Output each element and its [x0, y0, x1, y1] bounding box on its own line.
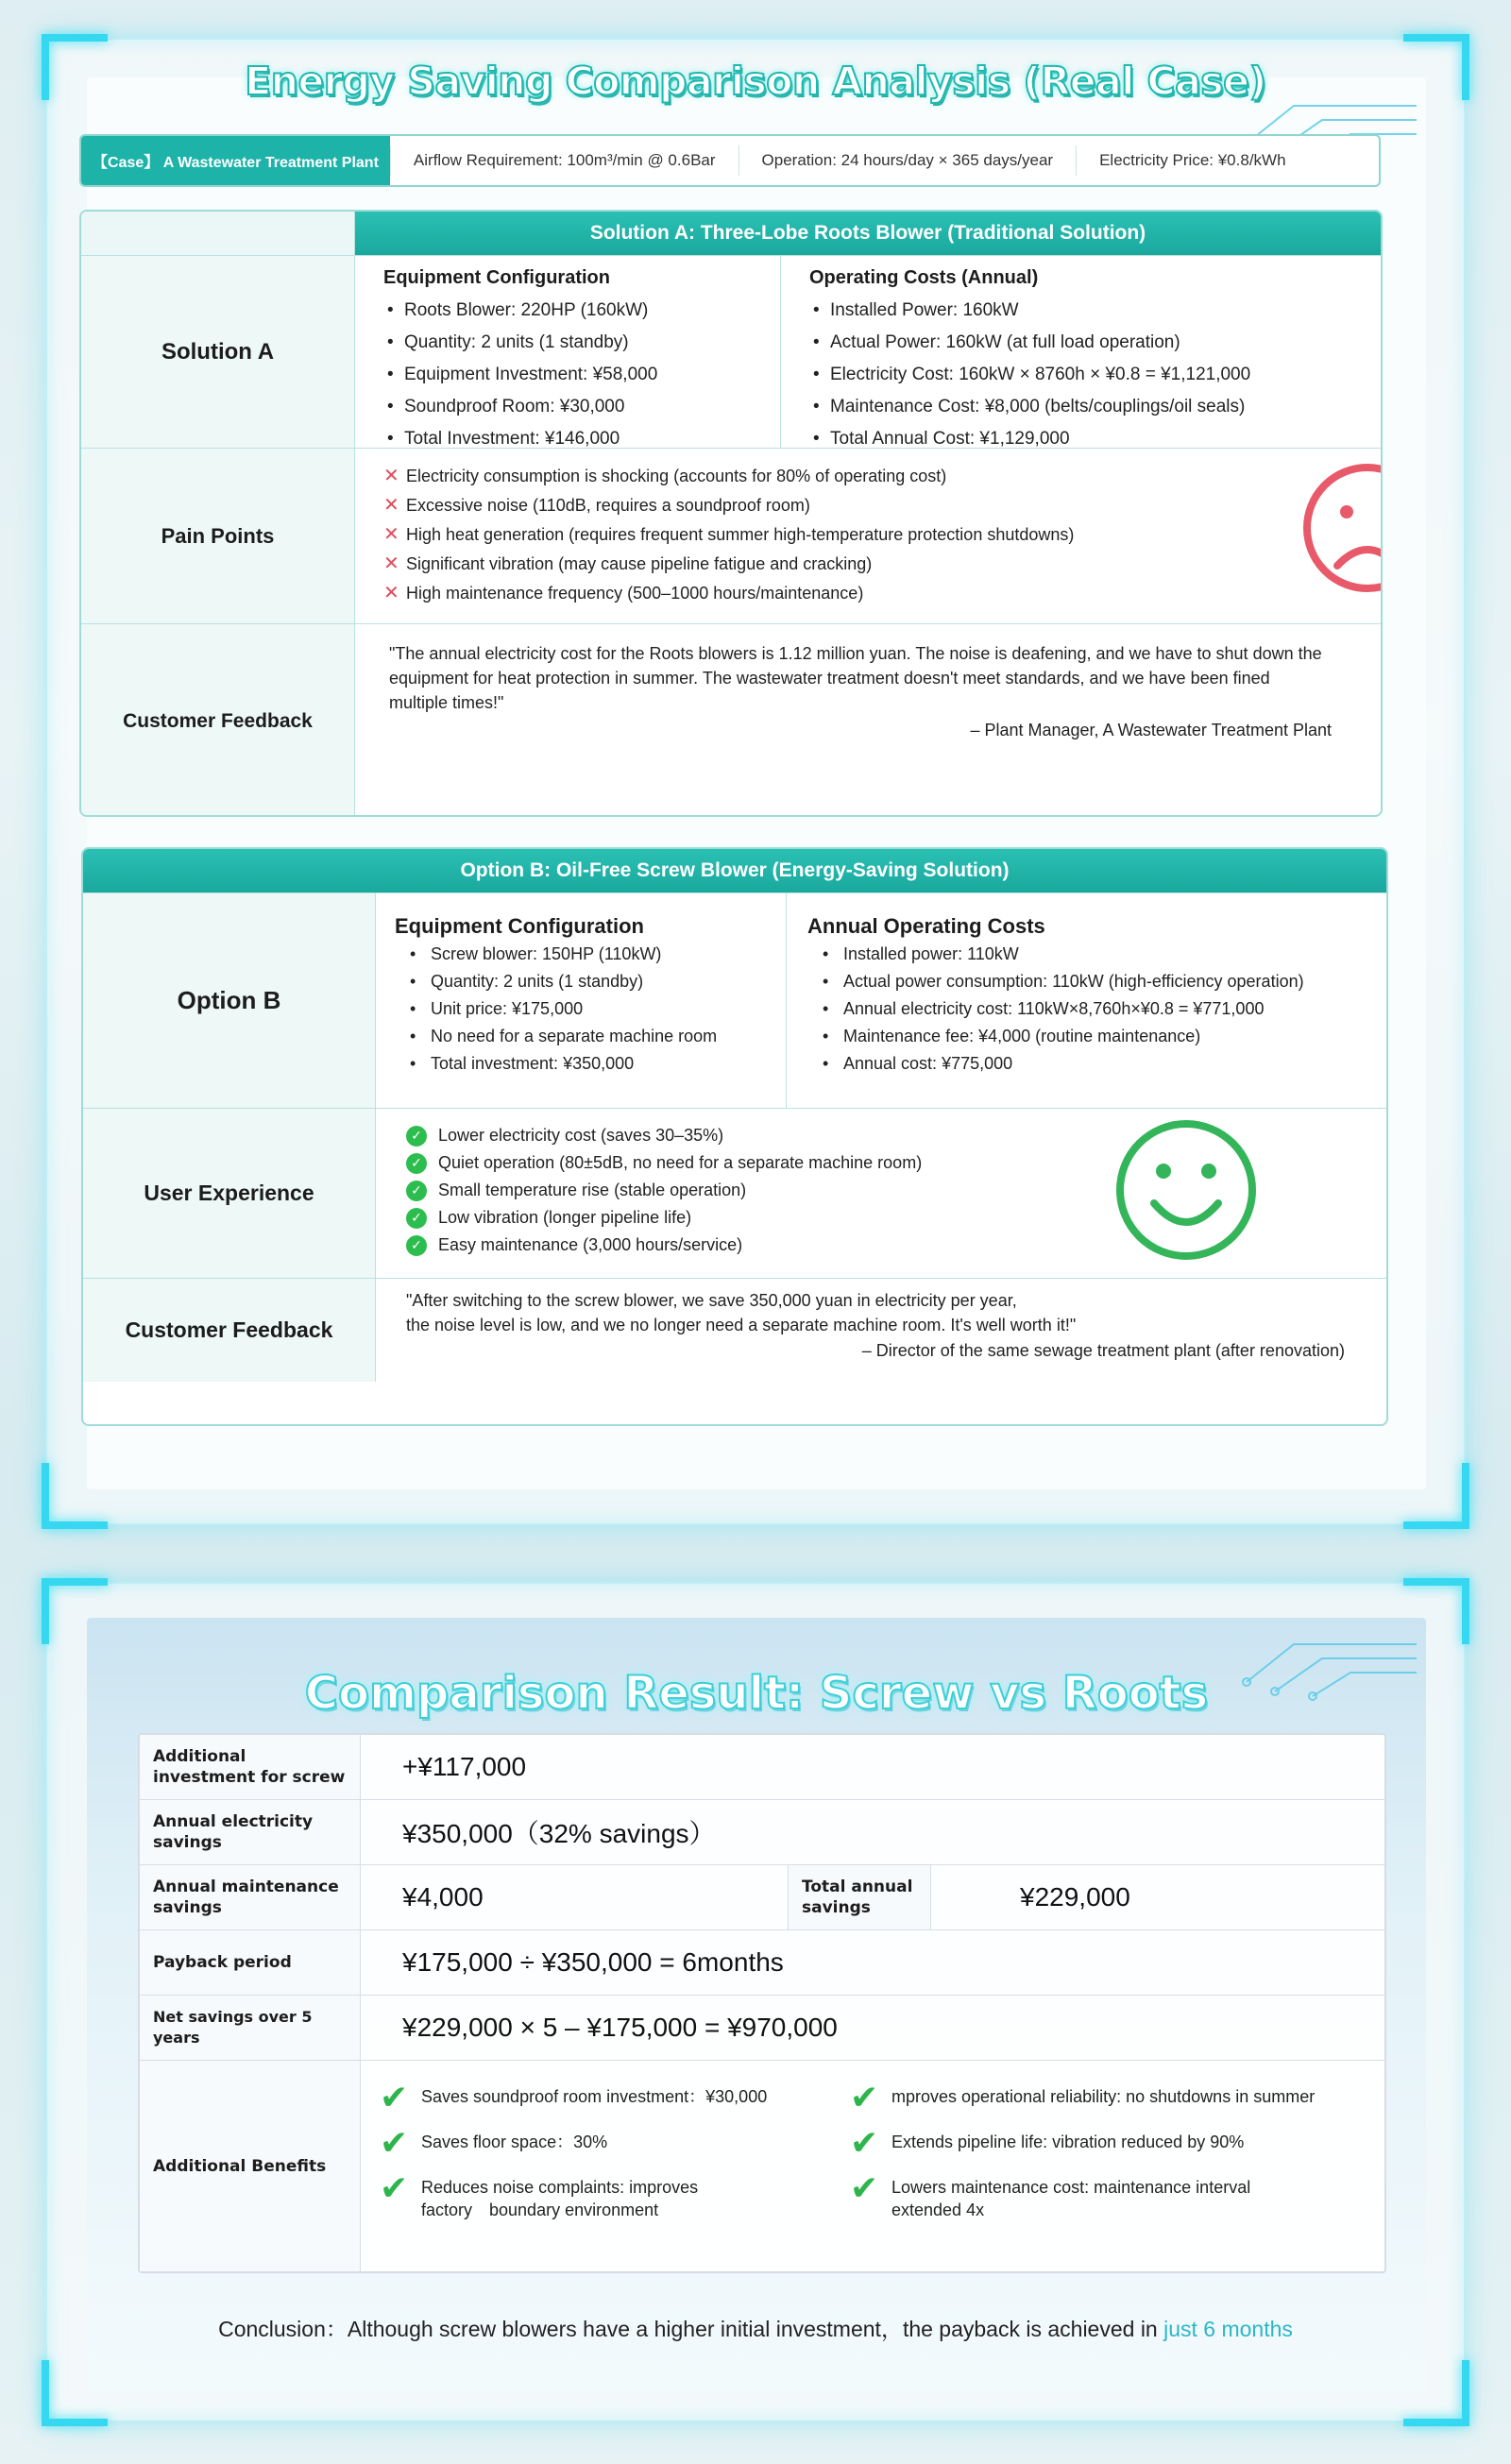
table-row: [140, 1930, 1384, 1996]
list-item: • Installed power: 110kW: [807, 941, 1386, 968]
page-title: Energy Saving Comparison Analysis (Real Case): [245, 59, 1266, 104]
list-item: • Roots Blower: 220HP (160kW): [383, 295, 752, 327]
cell-value: ¥175,000 ÷ ¥350,000 = 6months: [402, 1947, 784, 1977]
list-item: • Total Annual Cost: ¥1,129,000: [809, 423, 1352, 455]
solution-b-label: Option B: [83, 893, 376, 1108]
operating-costs-list: [807, 941, 1386, 1078]
cell-value: ¥350,000（32% savings）: [402, 1819, 716, 1848]
cross-icon: ✕: [383, 583, 399, 603]
table-row: [140, 1735, 1384, 1800]
case-airflow: Airflow Requirement: 100m³/min @ 0.6Bar: [390, 145, 739, 175]
benefits-right-list: [850, 2078, 1379, 2242]
comparison-table: [138, 1733, 1386, 2273]
list-item: ✓ Easy maintenance (3,000 hours/service): [406, 1232, 1386, 1259]
list-item: • Soundproof Room: ¥30,000: [383, 391, 752, 423]
benefits-left-list: [380, 2078, 833, 2242]
cross-icon: ✕: [383, 524, 399, 545]
operating-costs-list: [809, 295, 1352, 455]
list-item: ✕ Significant vibration (may cause pipeline fatigue and cracking): [383, 550, 1381, 579]
check-circle-icon: ✓: [406, 1235, 427, 1256]
solution-b-table: [81, 847, 1388, 1426]
check-circle-icon: ✓: [406, 1208, 427, 1229]
check-icon: ✔: [380, 2078, 409, 2116]
comparison-title: Comparison Result: Screw vs Roots: [304, 1667, 1209, 1720]
check-icon: ✔: [850, 2123, 879, 2162]
check-icon: ✔: [850, 2168, 879, 2207]
cell-value: +¥117,000: [402, 1752, 527, 1781]
table-row: [140, 2061, 1384, 2271]
solution-a-table: [79, 210, 1383, 817]
equipment-config-title: Equipment Configuration: [395, 914, 644, 938]
check-circle-icon: ✓: [406, 1181, 427, 1201]
pain-points-list: [383, 462, 1381, 608]
cell-label: Additional Benefits: [140, 2061, 361, 2271]
list-item: • No need for a separate machine room: [395, 1023, 786, 1050]
list-item: • Quantity: 2 units (1 standby): [383, 327, 752, 359]
happy-face-icon: [1112, 1116, 1260, 1264]
sad-face-icon: [1299, 460, 1383, 596]
list-item: ✔ mproves operational reliability: no shutdowns in summer: [850, 2078, 1316, 2116]
cross-icon: ✕: [383, 495, 399, 516]
list-item: ✔ Lowers maintenance cost: maintenance interval extended 4x: [850, 2168, 1251, 2219]
user-experience-label: User Experience: [83, 1109, 376, 1278]
cross-icon: ✕: [383, 466, 399, 486]
list-item: • Equipment Investment: ¥58,000: [383, 359, 752, 391]
list-item: ✔ Extends pipeline life: vibration reduced by 90%: [850, 2123, 1245, 2162]
list-item: • Annual cost: ¥775,000: [807, 1050, 1386, 1078]
cell-label: Payback period: [140, 1930, 361, 1995]
cell-label: Total annual savings: [788, 1865, 931, 1929]
customer-feedback-label: Customer Feedback: [83, 1279, 376, 1382]
feedback-line: the noise level is low, and we no longer need a separate machine room. It's well worth it!": [406, 1316, 1077, 1334]
check-circle-icon: ✓: [406, 1126, 427, 1147]
solution-a-label: Solution A: [81, 256, 355, 448]
equipment-config-list: [395, 941, 786, 1078]
feedback-line: "After switching to the screw blower, we save 350,000 yuan in electricity per year,: [406, 1291, 1017, 1310]
list-item: • Maintenance Cost: ¥8,000 (belts/couplings/oil seals): [809, 391, 1352, 423]
check-icon: ✔: [850, 2078, 879, 2116]
cell-label: Annual maintenance savings: [140, 1865, 361, 1929]
table-row: [140, 1996, 1384, 2061]
cell-label: Annual electricity savings: [140, 1800, 361, 1864]
list-item: • Total Investment: ¥146,000: [383, 423, 752, 455]
equipment-config-list: [383, 295, 752, 455]
operating-costs-title: Operating Costs (Annual): [809, 267, 1039, 288]
equipment-config-title: Equipment Configuration: [383, 267, 610, 288]
cell-value: ¥4,000: [402, 1882, 484, 1912]
pain-points-label: Pain Points: [81, 449, 355, 623]
solution-b-header: Option B: Oil-Free Screw Blower (Energy-Saving Solution): [83, 849, 1386, 892]
conclusion-main: Conclusion：Although screw blowers have a higher initial investment，the payback is achieved in: [218, 2317, 1164, 2341]
conclusion-text: [0, 2312, 1511, 2343]
feedback-signature: – Plant Manager, A Wastewater Treatment Plant: [970, 721, 1332, 739]
list-item: • Total investment: ¥350,000: [395, 1050, 786, 1078]
cross-icon: ✕: [383, 553, 399, 574]
customer-feedback-label: Customer Feedback: [81, 624, 355, 817]
circuit-decoration-icon: [1237, 1606, 1426, 1701]
list-item: • Electricity Cost: 160kW × 8760h × ¥0.8 = ¥1,121,000: [809, 359, 1352, 391]
list-item: ✔ Reduces noise complaints: improves factory boundary environment: [380, 2168, 699, 2219]
solution-a-header: Solution A: Three-Lobe Roots Blower (Traditional Solution): [355, 212, 1381, 255]
operating-costs-title: Annual Operating Costs: [807, 914, 1045, 938]
list-item: ✓ Low vibration (longer pipeline life): [406, 1204, 1386, 1232]
list-item: ✓ Quiet operation (80±5dB, no need for a separate machine room): [406, 1149, 1386, 1177]
cell-value: ¥229,000 × 5 – ¥175,000 = ¥970,000: [402, 2013, 838, 2042]
check-icon: ✔: [380, 2168, 409, 2207]
list-item: ✓ Lower electricity cost (saves 30–35%): [406, 1122, 1386, 1149]
list-item: • Actual Power: 160kW (at full load operation): [809, 327, 1352, 359]
customer-feedback-quote: "The annual electricity cost for the Roots blowers is 1.12 million yuan. The noise is deafening, and we have to shut down the equipment for heat protection in summer. The wastewater treatment doesn't meet standards, and we have been fined multiple times!": [389, 644, 1322, 712]
table-row: [140, 1865, 1384, 1930]
list-item: ✕ Excessive noise (110dB, requires a soundproof room): [383, 491, 1381, 520]
cell-label: Additional investment for screw: [140, 1735, 361, 1799]
list-item: ✔ Saves soundproof room investment：¥30,000: [380, 2078, 768, 2116]
list-item: ✕ High heat generation (requires frequent summer high-temperature protection shutdowns): [383, 520, 1381, 550]
list-item: ✔ Saves floor space：30%: [380, 2123, 608, 2162]
cell-label: Net savings over 5 years: [140, 1996, 361, 2060]
case-info-bar: [79, 134, 1381, 187]
cell-value: ¥229,000: [1020, 1882, 1130, 1912]
list-item: • Maintenance fee: ¥4,000 (routine maintenance): [807, 1023, 1386, 1050]
check-circle-icon: ✓: [406, 1153, 427, 1174]
list-item: • Unit price: ¥175,000: [395, 995, 786, 1023]
list-item: • Installed Power: 160kW: [809, 295, 1352, 327]
list-item: • Annual electricity cost: 110kW×8,760h×¥0.8 = ¥771,000: [807, 995, 1386, 1023]
conclusion-highlight: just 6 months: [1163, 2317, 1293, 2341]
table-row: [140, 1800, 1384, 1865]
feedback-signature: – Director of the same sewage treatment plant (after renovation): [861, 1341, 1345, 1360]
list-item: • Quantity: 2 units (1 standby): [395, 968, 786, 995]
list-item: • Actual power consumption: 110kW (high-efficiency operation): [807, 968, 1386, 995]
list-item: ✕ High maintenance frequency (500–1000 hours/maintenance): [383, 579, 1381, 608]
case-tag: 【Case】 A Wastewater Treatment Plant: [81, 136, 390, 185]
list-item: • Screw blower: 150HP (110kW): [395, 941, 786, 968]
case-electricity-price: Electricity Price: ¥0.8/kWh: [1076, 145, 1308, 175]
check-icon: ✔: [380, 2123, 409, 2162]
list-item: ✓ Small temperature rise (stable operation): [406, 1177, 1386, 1204]
case-operation: Operation: 24 hours/day × 365 days/year: [739, 145, 1077, 175]
list-item: ✕ Electricity consumption is shocking (accounts for 80% of operating cost): [383, 462, 1381, 491]
